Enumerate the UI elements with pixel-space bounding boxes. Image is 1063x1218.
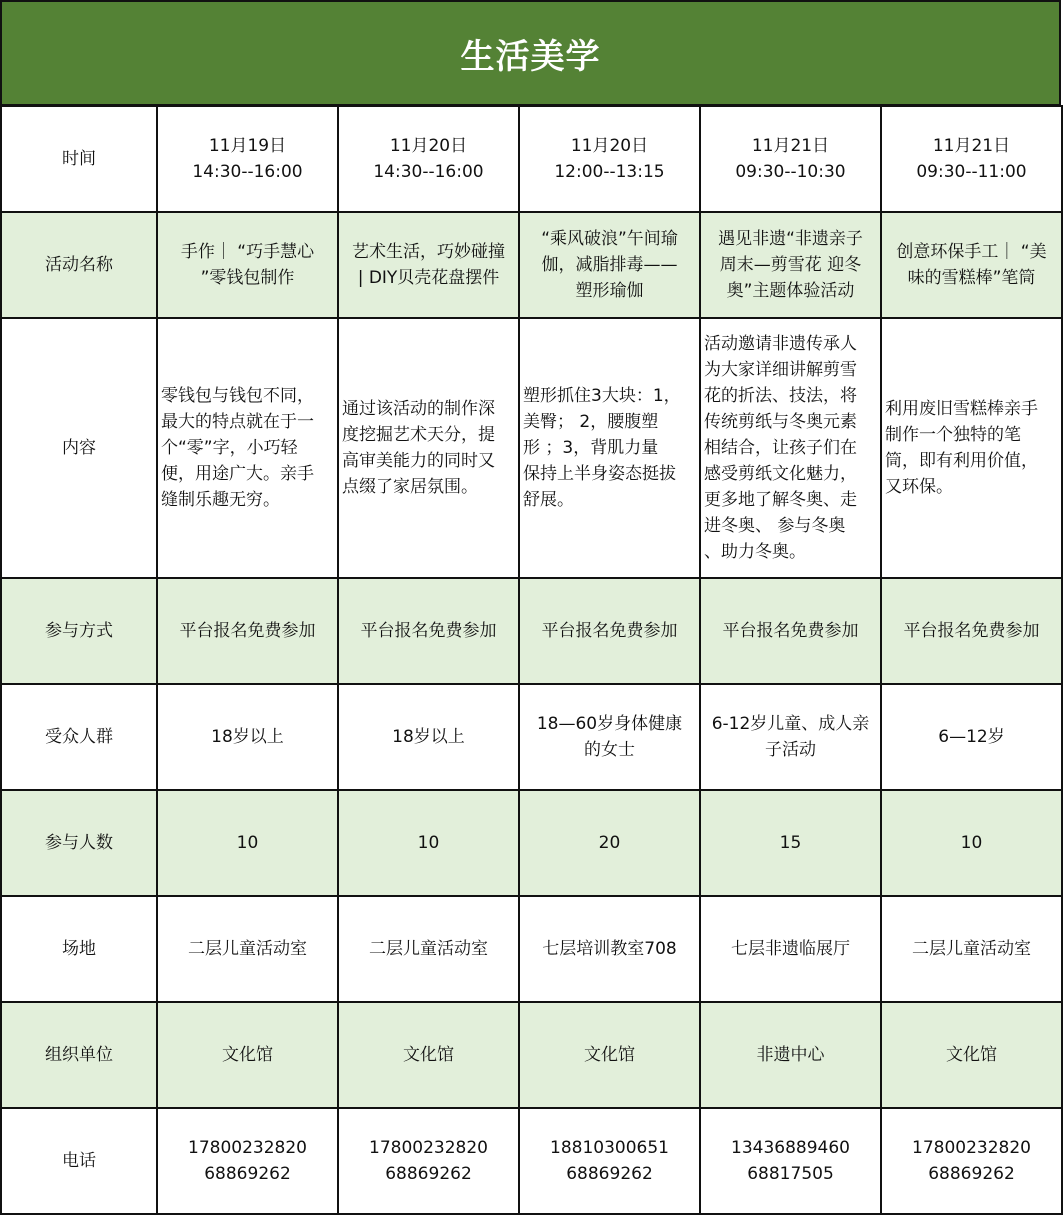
name-cell — [881, 212, 1062, 318]
audience-line: 18岁以上 — [211, 727, 284, 747]
content-cell — [157, 318, 338, 578]
venue-cell: 二层儿童活动室 — [881, 896, 1062, 1002]
name-cell — [700, 212, 881, 318]
content-line: 便，用途广大。亲手 — [161, 464, 314, 484]
title-bar — [0, 0, 1061, 106]
content-line: 花的折法、技法，将 — [704, 386, 857, 406]
audience-line: 子活动 — [765, 740, 816, 760]
page-title: 生活美学 — [460, 36, 601, 77]
name-cell — [157, 212, 338, 318]
name-line: 艺术生活，巧妙碰撞 — [352, 242, 505, 262]
row-content — [1, 318, 1062, 578]
phone-line: 17800232820 — [912, 1138, 1031, 1158]
name-line: 塑形瑜伽 — [575, 281, 644, 301]
count-cell: 10 — [338, 790, 519, 896]
phone-cell — [881, 1108, 1062, 1214]
phone-line: 18810300651 — [550, 1138, 669, 1158]
name-cell — [338, 212, 519, 318]
content-line: 、助力冬奥。 — [704, 542, 806, 562]
time-line: 11月20日 — [389, 136, 468, 156]
audience-cell — [700, 684, 881, 790]
time-cell — [157, 106, 338, 212]
content-line: 舒展。 — [523, 490, 574, 510]
content-line: 进冬奥、 参与冬奥 — [704, 516, 846, 536]
count-cell: 20 — [519, 790, 700, 896]
name-line: | DIY贝壳花盘摆件 — [357, 268, 500, 288]
row-time — [1, 106, 1062, 212]
phone-line: 68817505 — [747, 1164, 834, 1184]
audience-cell — [881, 684, 1062, 790]
name-line: 味的雪糕棒”笔筒 — [907, 268, 1036, 288]
organizer-cell: 文化馆 — [338, 1002, 519, 1108]
content-line: 通过该活动的制作深 — [342, 399, 495, 419]
time-line: 09:30--10:30 — [735, 162, 846, 182]
time-cell — [519, 106, 700, 212]
organizer-cell: 非遗中心 — [700, 1002, 881, 1108]
content-cell — [519, 318, 700, 578]
row-header-venue: 场地 — [1, 896, 157, 1002]
phone-line: 68869262 — [204, 1164, 291, 1184]
row-header-organizer: 组织单位 — [1, 1002, 157, 1108]
content-line: 传统剪纸与冬奥元素 — [704, 412, 857, 432]
organizer-cell: 文化馆 — [157, 1002, 338, 1108]
method-cell: 平台报名免费参加 — [519, 578, 700, 684]
row-name — [1, 212, 1062, 318]
time-line: 11月21日 — [932, 136, 1011, 156]
time-line: 11月20日 — [570, 136, 649, 156]
content-line: 活动邀请非遗传承人 — [704, 334, 857, 354]
time-line: 09:30--11:00 — [916, 162, 1027, 182]
method-cell: 平台报名免费参加 — [157, 578, 338, 684]
row-header-name: 活动名称 — [1, 212, 157, 318]
name-line: ”零钱包制作 — [200, 268, 295, 288]
content-line: 又环保。 — [885, 477, 953, 497]
content-line: 为大家详细讲解剪雪 — [704, 360, 857, 380]
venue-cell: 二层儿童活动室 — [338, 896, 519, 1002]
row-header-method: 参与方式 — [1, 578, 157, 684]
name-line: “乘风破浪”午间瑜 — [541, 229, 678, 249]
time-line: 14:30--16:00 — [192, 162, 303, 182]
content-line: 零钱包与钱包不同， — [161, 386, 314, 406]
content-line: 形 ；3，背肌力量 — [523, 438, 659, 458]
row-phone — [1, 1108, 1062, 1214]
row-method — [1, 578, 1062, 684]
phone-cell — [338, 1108, 519, 1214]
row-header-content: 内容 — [1, 318, 157, 578]
phone-line: 68869262 — [928, 1164, 1015, 1184]
row-audience — [1, 684, 1062, 790]
audience-cell — [338, 684, 519, 790]
name-line: 手作｜ “巧手慧心 — [180, 242, 315, 262]
phone-line: 68869262 — [566, 1164, 653, 1184]
name-line: 遇见非遗“非遗亲子 — [718, 229, 863, 249]
content-line: 制作一个独特的笔 — [885, 425, 1021, 445]
time-line: 11月21日 — [751, 136, 830, 156]
method-cell: 平台报名免费参加 — [881, 578, 1062, 684]
count-cell: 15 — [700, 790, 881, 896]
time-line: 12:00--13:15 — [554, 162, 665, 182]
phone-cell — [519, 1108, 700, 1214]
content-line: 更多地了解冬奥、走 — [704, 490, 857, 510]
phone-cell — [157, 1108, 338, 1214]
audience-line: 18—60岁身体健康 — [536, 714, 683, 734]
organizer-cell: 文化馆 — [881, 1002, 1062, 1108]
method-cell: 平台报名免费参加 — [338, 578, 519, 684]
content-line: 保持上半身姿态挺拔 — [523, 464, 676, 484]
content-line: 感受剪纸文化魅力， — [704, 464, 857, 484]
content-line: 高审美能力的同时又 — [342, 451, 495, 471]
row-organizer — [1, 1002, 1062, 1108]
count-cell: 10 — [881, 790, 1062, 896]
row-count — [1, 790, 1062, 896]
audience-cell — [519, 684, 700, 790]
name-cell — [519, 212, 700, 318]
content-line: 美臀； 2，腰腹塑 — [523, 412, 659, 432]
name-line: 伽，减脂排毒—— — [541, 255, 678, 275]
phone-line: 17800232820 — [369, 1138, 488, 1158]
content-line: 度挖掘艺术天分，提 — [342, 425, 495, 445]
audience-line: 6—12岁 — [938, 727, 1005, 747]
phone-line: 13436889460 — [731, 1138, 850, 1158]
content-cell — [338, 318, 519, 578]
content-line: 塑形抓住3大块：1， — [523, 386, 681, 406]
name-line: 周末—剪雪花 迎冬 — [719, 255, 862, 275]
audience-line: 6-12岁儿童、成人亲 — [711, 714, 870, 734]
time-cell — [700, 106, 881, 212]
row-header-phone: 电话 — [1, 1108, 157, 1214]
count-cell: 10 — [157, 790, 338, 896]
content-cell — [881, 318, 1062, 578]
row-venue — [1, 896, 1062, 1002]
time-line: 11月19日 — [208, 136, 287, 156]
audience-line: 的女士 — [584, 740, 635, 760]
venue-cell: 七层非遗临展厅 — [700, 896, 881, 1002]
schedule-table — [0, 105, 1063, 1215]
content-line: 个“零”字，小巧轻 — [161, 438, 298, 458]
content-line: 缝制乐趣无穷。 — [161, 490, 280, 510]
row-header-time: 时间 — [1, 106, 157, 212]
row-header-audience: 受众人群 — [1, 684, 157, 790]
phone-line: 17800232820 — [188, 1138, 307, 1158]
time-cell — [881, 106, 1062, 212]
content-line: 利用废旧雪糕棒亲手 — [885, 399, 1038, 419]
venue-cell: 二层儿童活动室 — [157, 896, 338, 1002]
time-line: 14:30--16:00 — [373, 162, 484, 182]
content-line: 最大的特点就在于一 — [161, 412, 314, 432]
organizer-cell: 文化馆 — [519, 1002, 700, 1108]
phone-cell — [700, 1108, 881, 1214]
name-line: 奥”主题体验活动 — [726, 281, 855, 301]
name-line: 创意环保手工｜ “美 — [896, 242, 1047, 262]
content-cell — [700, 318, 881, 578]
row-header-count: 参与人数 — [1, 790, 157, 896]
time-cell — [338, 106, 519, 212]
audience-cell — [157, 684, 338, 790]
content-line: 相结合，让孩子们在 — [704, 438, 857, 458]
audience-line: 18岁以上 — [392, 727, 465, 747]
content-line: 点缀了家居氛围。 — [342, 477, 478, 497]
method-cell: 平台报名免费参加 — [700, 578, 881, 684]
content-line: 筒，即有利用价值， — [885, 451, 1038, 471]
venue-cell: 七层培训教室708 — [519, 896, 700, 1002]
phone-line: 68869262 — [385, 1164, 472, 1184]
